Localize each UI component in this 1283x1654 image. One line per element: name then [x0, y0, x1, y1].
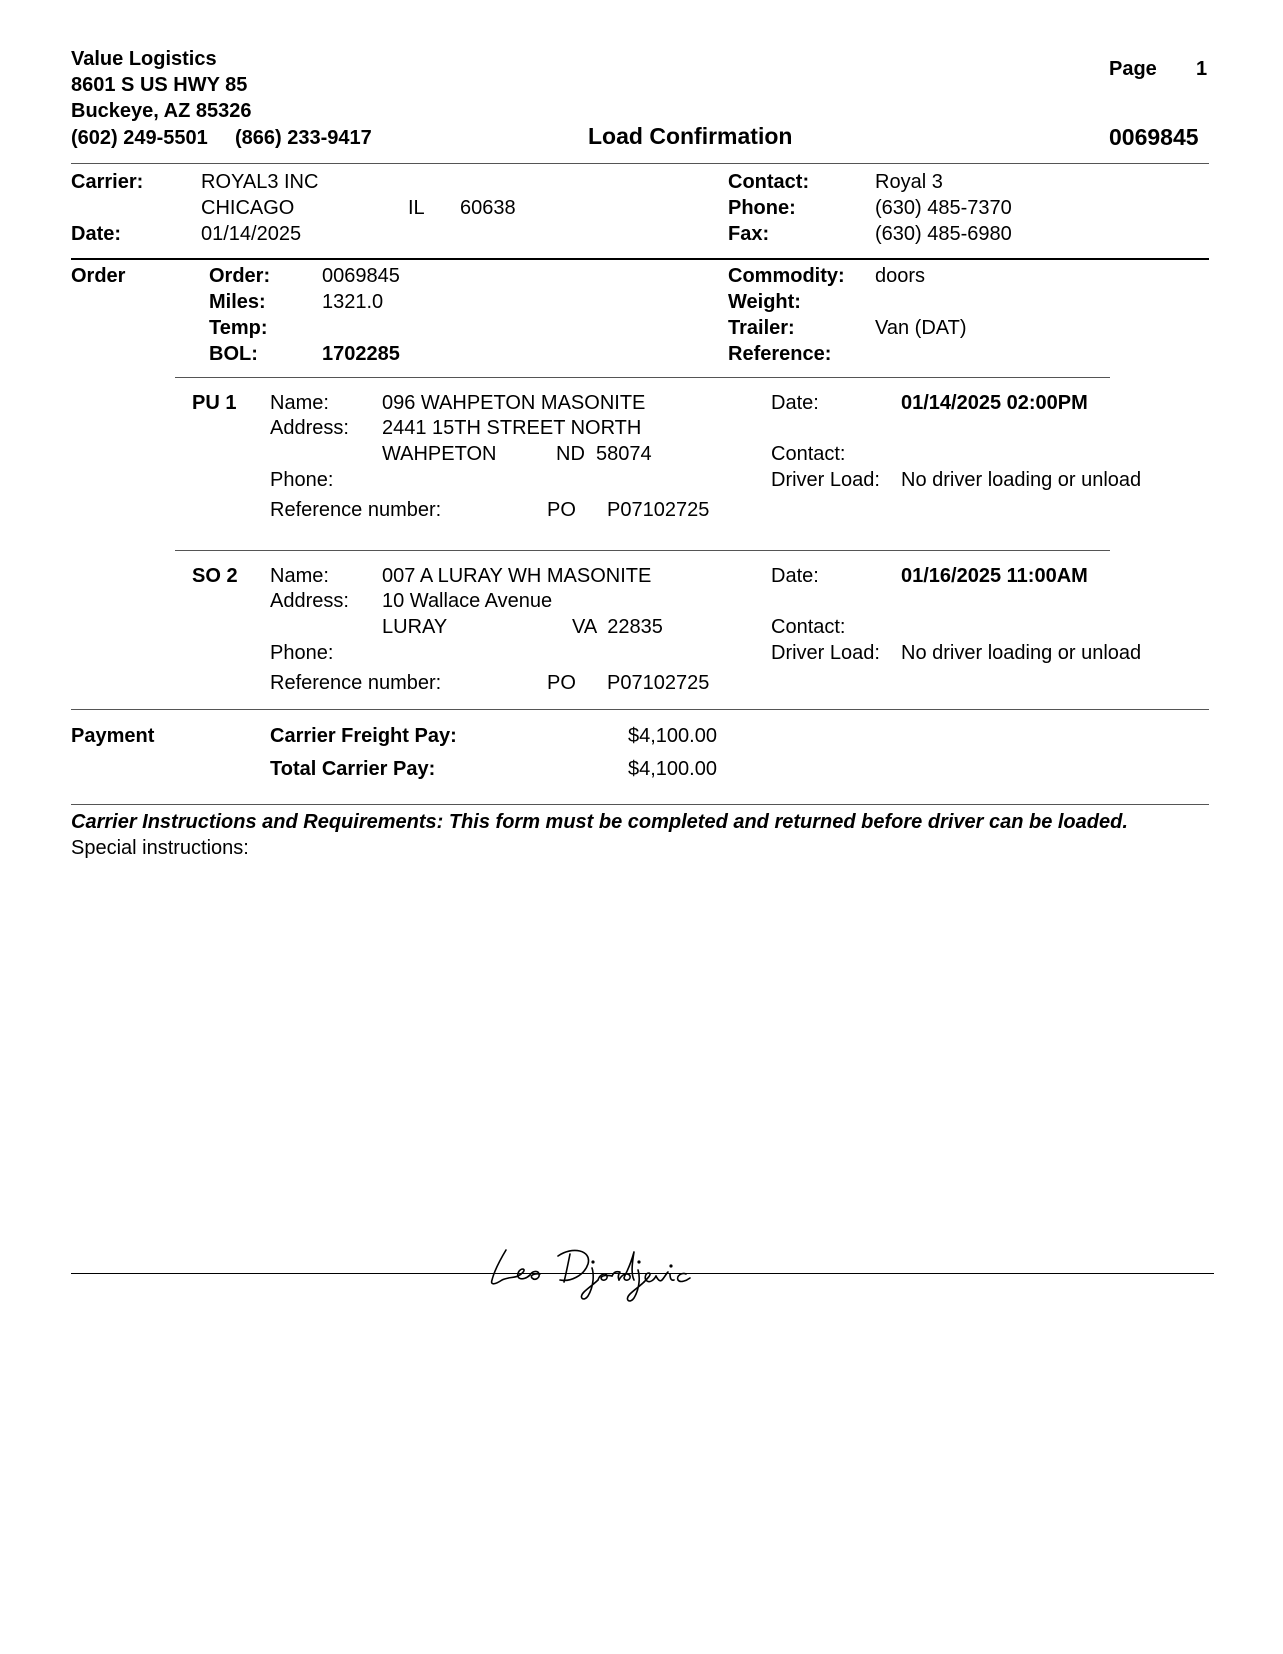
payment-section-label: Payment: [71, 725, 155, 747]
carrier-divider: [71, 258, 1209, 260]
carrier-date: 01/14/2025: [201, 223, 302, 245]
carrier-name: ROYAL3 INC: [201, 171, 319, 193]
fax-value: (630) 485-6980: [875, 223, 1012, 245]
instructions-heading: Carrier Instructions and Requirements: This form must be completed and returned before driver can be loaded.: [71, 811, 1128, 833]
special-instructions-label: Special instructions:: [71, 837, 249, 859]
stop-name: 007 A LURAY WH MASONITE: [382, 565, 652, 587]
stop-ref-label: Reference number:: [270, 672, 442, 694]
stop-phone-label: Phone:: [270, 642, 334, 664]
document-title: Load Confirmation: [588, 123, 793, 149]
stop-city: WAHPETON: [382, 443, 497, 465]
bol-value: 1702285: [322, 343, 400, 365]
stop-state-zip: ND 58074: [556, 443, 652, 465]
order-section-label: Order: [71, 265, 126, 287]
company-address-line2: Buckeye, AZ 85326: [71, 100, 252, 122]
stop-name: 096 WAHPETON MASONITE: [382, 392, 646, 414]
stop-code: SO 2: [192, 565, 238, 587]
stop-code: PU 1: [192, 392, 237, 414]
commodity-label: Commodity:: [728, 265, 845, 287]
weight-label: Weight:: [728, 291, 801, 313]
reference-label: Reference:: [728, 343, 832, 365]
carrier-city: CHICAGO: [201, 197, 295, 219]
bol-label: BOL:: [209, 343, 258, 365]
contact-value: Royal 3: [875, 171, 943, 193]
total-pay-value: $4,100.00: [628, 758, 717, 780]
stop-driver-load: No driver loading or unload: [901, 642, 1142, 664]
commodity-value: doors: [875, 265, 926, 287]
stop-state-zip: VA 22835: [572, 616, 663, 638]
company-phone-2: (866) 233-9417: [235, 127, 372, 149]
carrier-label: Carrier:: [71, 171, 144, 193]
order-label: Order:: [209, 265, 271, 287]
stop-ref-type: PO: [547, 672, 576, 694]
stop-1-divider: [175, 377, 1110, 378]
freight-pay-value: $4,100.00: [628, 725, 717, 747]
signature-image: [488, 1240, 738, 1304]
company-name: Value Logistics: [71, 48, 217, 70]
stop-date-label: Date:: [771, 565, 819, 587]
fax-label: Fax:: [728, 223, 770, 245]
stop-street: 10 Wallace Avenue: [382, 590, 553, 612]
temp-label: Temp:: [209, 317, 268, 339]
stop-driver-load-label: Driver Load:: [771, 642, 880, 664]
payment-divider: [71, 709, 1209, 710]
company-phone-1: (602) 249-5501: [71, 127, 208, 149]
stop-date: 01/16/2025 11:00AM: [901, 565, 1088, 587]
phone-label: Phone:: [728, 197, 796, 219]
miles-value: 1321.0: [322, 291, 384, 313]
page-number: 1: [1196, 58, 1208, 80]
stop-street: 2441 15TH STREET NORTH: [382, 417, 642, 439]
stop-address-label: Address:: [270, 417, 349, 439]
stop-date-label: Date:: [771, 392, 819, 414]
miles-label: Miles:: [209, 291, 266, 313]
stop-ref-value: P07102725: [607, 499, 710, 521]
trailer-value: Van (DAT): [875, 317, 967, 339]
stop-ref-value: P07102725: [607, 672, 710, 694]
document-number: 0069845: [1109, 124, 1199, 150]
phone-value: (630) 485-7370: [875, 197, 1012, 219]
stop-contact-label: Contact:: [771, 443, 846, 465]
carrier-date-label: Date:: [71, 223, 122, 245]
page-label: Page: [1109, 58, 1157, 80]
stop-driver-load: No driver loading or unload: [901, 469, 1142, 491]
stop-address-label: Address:: [270, 590, 349, 612]
instructions-divider: [71, 804, 1209, 805]
company-address-line1: 8601 S US HWY 85: [71, 74, 248, 96]
stop-2-divider: [175, 550, 1110, 551]
carrier-state: IL: [408, 197, 425, 219]
stop-ref-label: Reference number:: [270, 499, 442, 521]
trailer-label: Trailer:: [728, 317, 795, 339]
header-divider: [71, 163, 1209, 164]
carrier-zip: 60638: [460, 197, 516, 219]
total-pay-label: Total Carrier Pay:: [270, 758, 436, 780]
contact-label: Contact:: [728, 171, 810, 193]
stop-city: LURAY: [382, 616, 448, 638]
order-value: 0069845: [322, 265, 400, 287]
stop-ref-type: PO: [547, 499, 576, 521]
freight-pay-label: Carrier Freight Pay:: [270, 725, 457, 747]
stop-contact-label: Contact:: [771, 616, 846, 638]
stop-name-label: Name:: [270, 565, 329, 587]
stop-name-label: Name:: [270, 392, 329, 414]
stop-driver-load-label: Driver Load:: [771, 469, 880, 491]
stop-date: 01/14/2025 02:00PM: [901, 392, 1088, 414]
stop-phone-label: Phone:: [270, 469, 334, 491]
